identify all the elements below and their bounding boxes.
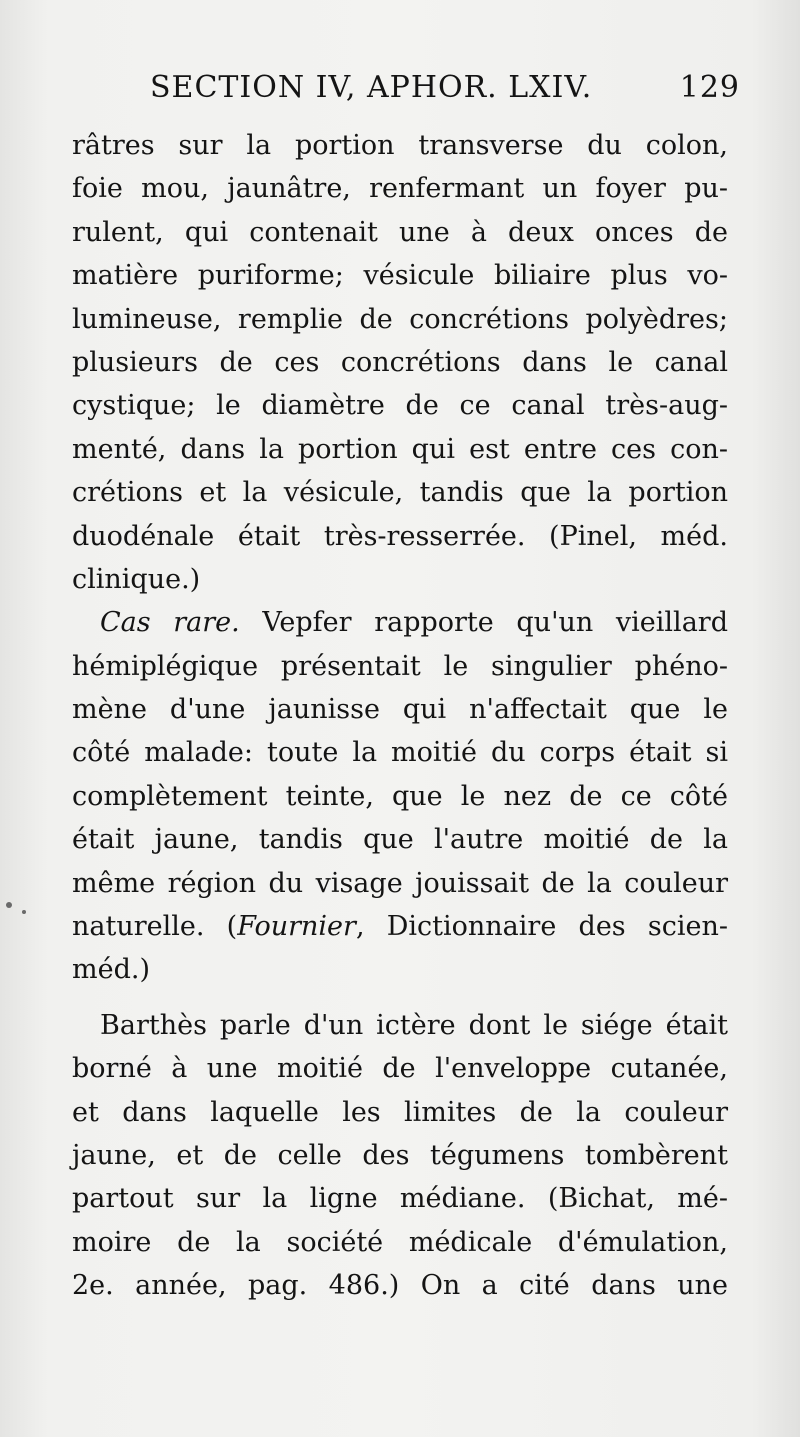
text-run: Vepfer rapporte qu'un vieillard xyxy=(239,607,728,639)
text-line: matière puriforme; vésicule biliaire plus vo- xyxy=(72,260,728,292)
text-line: hémiplégique présentait le singulier phéno- xyxy=(72,650,728,682)
text-line: menté, dans la portion qui est entre ces con- xyxy=(72,433,728,465)
text-line: était jaune, tandis que l'autre moitié de la xyxy=(72,824,728,856)
text-line: 2e. année, pag. 486.) On a cité dans une xyxy=(72,1270,728,1302)
citation-author: Fournier xyxy=(237,911,356,943)
text-line: lumineuse, remplie de concrétions polyèdres; xyxy=(72,303,728,335)
text-line: partout sur la ligne médiane. (Bichat, mé- xyxy=(72,1183,728,1215)
page-number: 129 xyxy=(679,70,740,105)
page-header xyxy=(150,70,740,114)
text-line: jaune, et de celle des tégumens tombèrent xyxy=(72,1139,728,1171)
text-line: borné à une moitié de l'enveloppe cutanée, xyxy=(72,1053,728,1085)
text-line: côté malade: toute la moitié du corps était si xyxy=(72,737,728,769)
text-line: rulent, qui contenait une à deux onces de xyxy=(72,216,728,248)
text-line: foie mou, jaunâtre, renfermant un foyer pu- xyxy=(72,173,728,205)
text-line: et dans laquelle les limites de la couleur xyxy=(72,1096,728,1128)
margin-speck xyxy=(6,902,12,908)
italic-lead: Cas rare. xyxy=(100,607,240,639)
text-line: crétions et la vésicule, tandis que la portion xyxy=(72,477,728,509)
text-line: plusieurs de ces concrétions dans le canal xyxy=(72,346,728,378)
citation-line xyxy=(72,905,728,948)
text-line: cystique; le diamètre de ce canal très-aug- xyxy=(72,390,728,422)
text-line: râtres sur la portion transverse du colon, xyxy=(72,130,728,161)
text-line: duodénale était très-resserrée. (Pinel, méd. xyxy=(72,520,728,552)
text-line: méd.) xyxy=(72,954,150,986)
running-title: SECTION IV, APHOR. LXIV. xyxy=(150,70,593,105)
margin-speck xyxy=(22,910,26,914)
text-line: clinique.) xyxy=(72,563,201,595)
body-text xyxy=(72,124,728,1308)
text-line: mène d'une jaunisse qui n'affectait que le xyxy=(72,694,728,726)
paragraph-opening-line xyxy=(72,601,728,644)
text-run: , Dictionnaire des scien- xyxy=(355,911,728,943)
text-line: Barthès parle d'un ictère dont le siége était xyxy=(100,1009,728,1041)
text-line: moire de la société médicale d'émulation, xyxy=(72,1226,728,1258)
text-line: complètement teinte, que le nez de ce côté xyxy=(72,780,728,812)
text-line: même région du visage jouissait de la couleur xyxy=(72,867,728,899)
text-run: naturelle. ( xyxy=(72,911,238,943)
